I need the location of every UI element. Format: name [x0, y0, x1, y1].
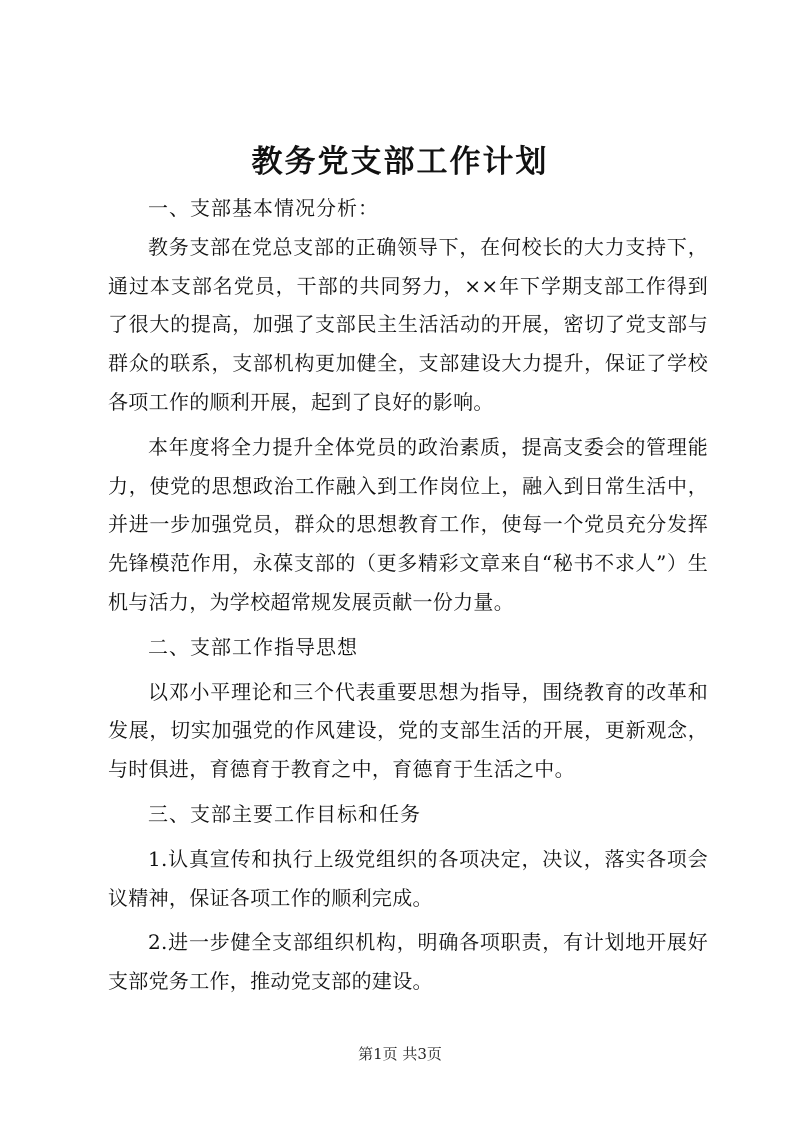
- section-heading-2: 二、支部工作指导思想: [148, 634, 358, 659]
- section-heading-1: 一、支部基本情况分析：: [148, 196, 379, 220]
- document-title: 教务党支部工作计划: [251, 144, 549, 180]
- paragraph-annual-goal: 本年度将全力提升全体党员的政治素质，提高支委会的管理能力，使党的思想政治工作融入到工作岗位上，融入到日常生活中，并进一步加强党员，群众的思想教育工作，使每一个党员充分发挥先锋模范作用，永葆支部的（更多精彩文章来自“秘书不求人”）生机与活力，为学校超常规发展贡献一份力量。: [108, 434, 708, 614]
- section-heading-3: 三、支部主要工作目标和任务: [148, 801, 421, 826]
- page-number-footer: 第1页 共3页: [358, 1045, 442, 1063]
- list-item-task-1: 1.认真宣传和执行上级党组织的各项决定，决议，落实各项会议精神，保证各项工作的顺利完成。: [108, 846, 708, 910]
- document-body: [108, 189, 708, 1001]
- paragraph-situation-analysis: 教务支部在党总支部的正确领导下，在何校长的大力支持下，通过本支部名党员，干部的共同努力，××年下学期支部工作得到了很大的提高，加强了支部民主生活活动的开展，密切了党支部与群众的联系，支部机构更加健全，支部建设大力提升，保证了学校各项工作的顺利开展，起到了良好的影响。: [108, 234, 708, 414]
- list-item-task-2: 2.进一步健全支部组织机构，明确各项职责，有计划地开展好支部党务工作，推动党支部的建设。: [108, 930, 708, 994]
- paragraph-guiding-thought: 以邓小平理论和三个代表重要思想为指导，围绕教育的改革和发展，切实加强党的作风建设，党的支部生活的开展，更新观念，与时俱进，育德育于教育之中，育德育于生活之中。: [108, 679, 708, 782]
